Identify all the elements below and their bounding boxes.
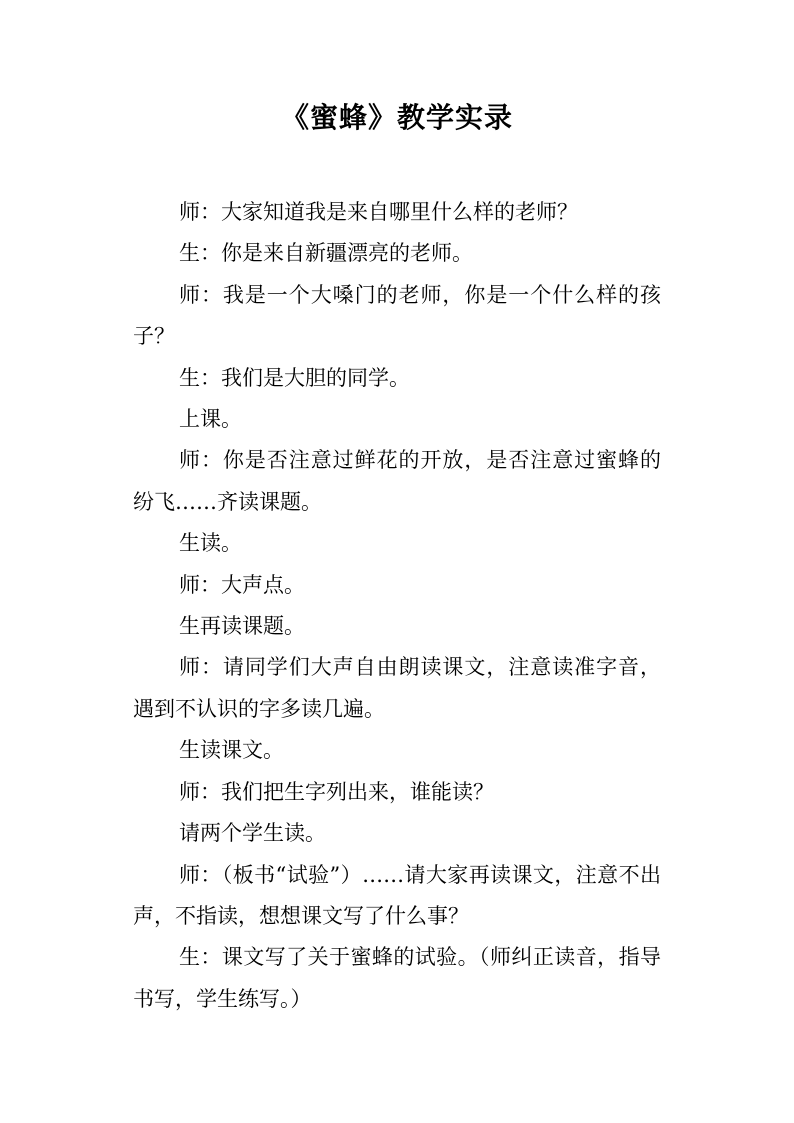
paragraph: 师：我们把生字列出来，谁能读？ xyxy=(179,779,494,804)
paragraph: 生读课文。 xyxy=(179,738,284,763)
paragraph: 上课。 xyxy=(179,407,242,432)
document-body xyxy=(133,192,661,1020)
paragraph: 师：请同学们大声自由朗读课文，注意读准字音，遇到不认识的字多读几遍。 xyxy=(133,655,661,721)
paragraph: 生再读课题。 xyxy=(179,614,305,639)
paragraph: 师：大声点。 xyxy=(179,572,305,597)
paragraph: 生：你是来自新疆漂亮的老师。 xyxy=(179,241,473,266)
paragraph: 生读。 xyxy=(179,531,242,556)
document-title: 《蜜蜂》教学实录 xyxy=(280,101,513,134)
paragraph: 师：我是一个大嗓门的老师，你是一个什么样的孩子？ xyxy=(133,282,661,349)
paragraph: 生：我们是大胆的同学。 xyxy=(179,365,410,390)
paragraph: 师：大家知道我是来自哪里什么样的老师？ xyxy=(179,200,578,224)
paragraph: 师：（板书“试验”）……请大家再读课文，注意不出声，不指读，想想课文写了什么事？ xyxy=(133,862,661,928)
paragraph: 师：你是否注意过鲜花的开放，是否注意过蜜蜂的纷飞……齐读课题。 xyxy=(133,448,661,514)
paragraph: 生：课文写了关于蜜蜂的试验。（师纠正读音，指导书写，学生练写。） xyxy=(133,945,661,1011)
paragraph: 请两个学生读。 xyxy=(179,821,326,846)
